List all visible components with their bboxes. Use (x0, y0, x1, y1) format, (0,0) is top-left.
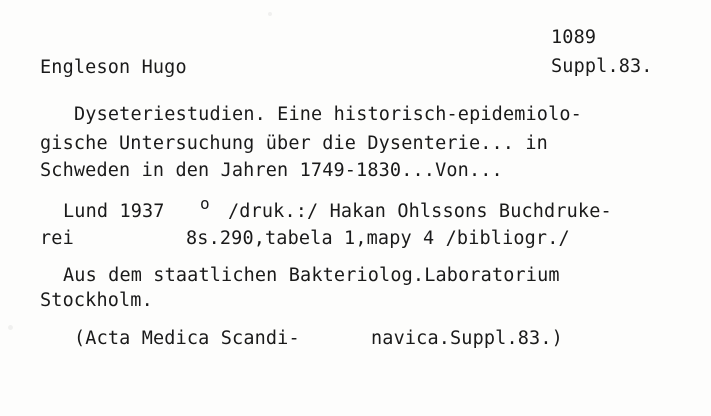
book-format: 8 (186, 228, 198, 249)
shelfmark: 1089 (551, 27, 597, 48)
paper-smudge (8, 325, 13, 330)
series-statement: (Acta Medica Scandi- (74, 328, 300, 349)
supplement-number: Suppl.83. (551, 56, 653, 77)
title-line: Dyseteriestudien. Eine historisch-epidemiolo- (74, 104, 582, 125)
title-line: Schweden in den Jahren 1749-1830...Von... (40, 160, 503, 181)
printer-continuation: rei (40, 228, 74, 249)
physical-description (186, 230, 570, 249)
note-line: Aus dem staatlichen Bakteriolog.Laboratorium (63, 265, 560, 286)
title-line: gische Untersuchung über die Dysenterie... in (40, 133, 548, 154)
printer: /druk.:/ Hakan Ohlssons Buchdruke- (228, 201, 612, 222)
series-statement-continued: navica.Suppl.83.) (371, 328, 563, 349)
paper-smudge (268, 12, 272, 16)
extent: s.290,tabela 1,mapy 4 /bibliogr./ (197, 228, 570, 249)
degree-mark: o (200, 194, 210, 213)
note-line: Stockholm. (40, 290, 153, 311)
author-heading: Engleson Hugo (40, 57, 187, 78)
place-year: Lund 1937 (63, 201, 165, 222)
